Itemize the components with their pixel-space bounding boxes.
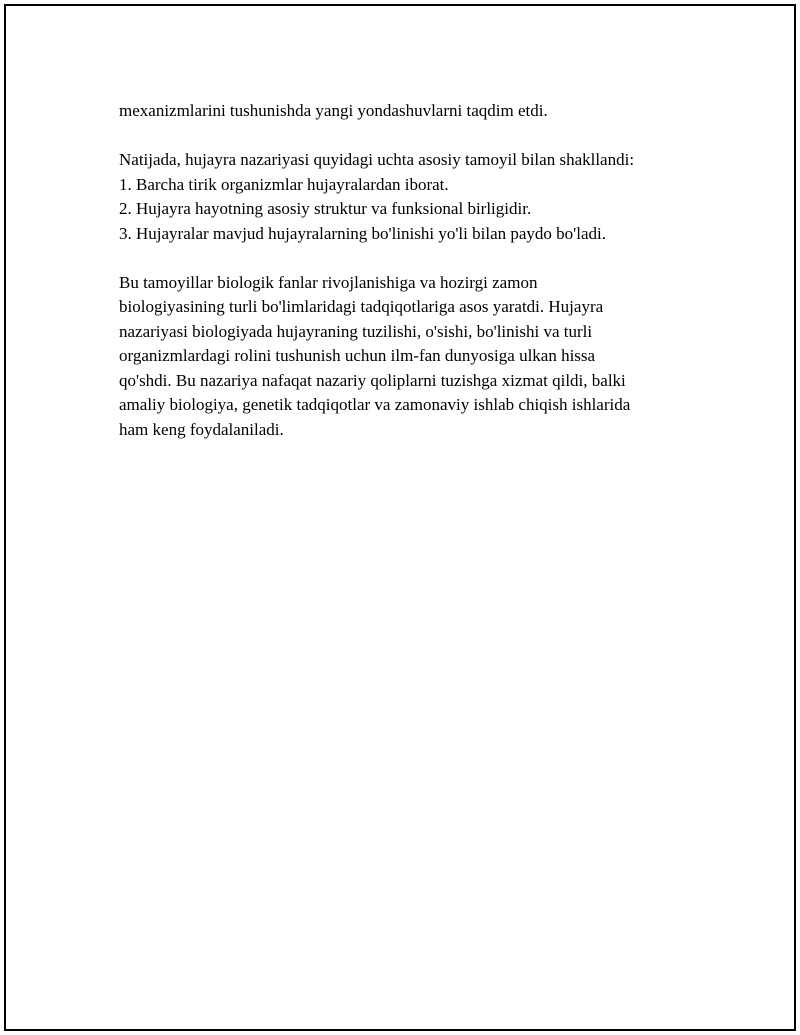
closing-line: biologiyasining turli bo'limlaridagi tadqiqotlariga asos yaratdi. Hujayra [119,297,604,316]
principles-intro: Natijada, hujayra nazariyasi quyidagi uchta asosiy tamoyil bilan shakllandi: [119,150,635,169]
principle-item-3: 3. Hujayralar mavjud hujayralarning bo'linishi yo'li bilan paydo bo'ladi. [119,223,606,243]
closing-line: amaliy biologiya, genetik tadqiqotlar va zamonaviy ishlab chiqish ishlarida [119,395,631,414]
opening-line: mexanizmlarini tushunishda yangi yondashuvlarni taqdim etdi. [119,101,548,120]
paragraph-gap [119,246,699,271]
closing-line: ham keng foydalaniladi. [119,419,284,439]
paragraph-gap [119,124,699,149]
closing-paragraph [119,271,699,443]
closing-line: Bu tamoyillar biologik fanlar rivojlanishiga va hozirgi zamon [119,272,538,292]
principles-section [119,148,699,246]
closing-line: nazariyasi biologiyada hujayraning tuzilishi, o'sishi, bo'linishi va turli [119,321,593,341]
closing-line: organizmlardagi rolini tushunish uchun ilm-fan dunyosiga ulkan hissa [119,346,596,365]
document-body [119,99,699,442]
principle-item-2: 2. Hujayra hayotning asosiy struktur va funksional birligidir. [119,199,532,218]
closing-line: qo'shdi. Bu nazariya nafaqat nazariy qoliplarni tuzishga xizmat qildi, balki [119,370,626,390]
opening-paragraph [119,99,699,124]
principle-item-1: 1. Barcha tirik organizmlar hujayralardan iborat. [119,174,449,194]
page-frame [4,4,796,1031]
